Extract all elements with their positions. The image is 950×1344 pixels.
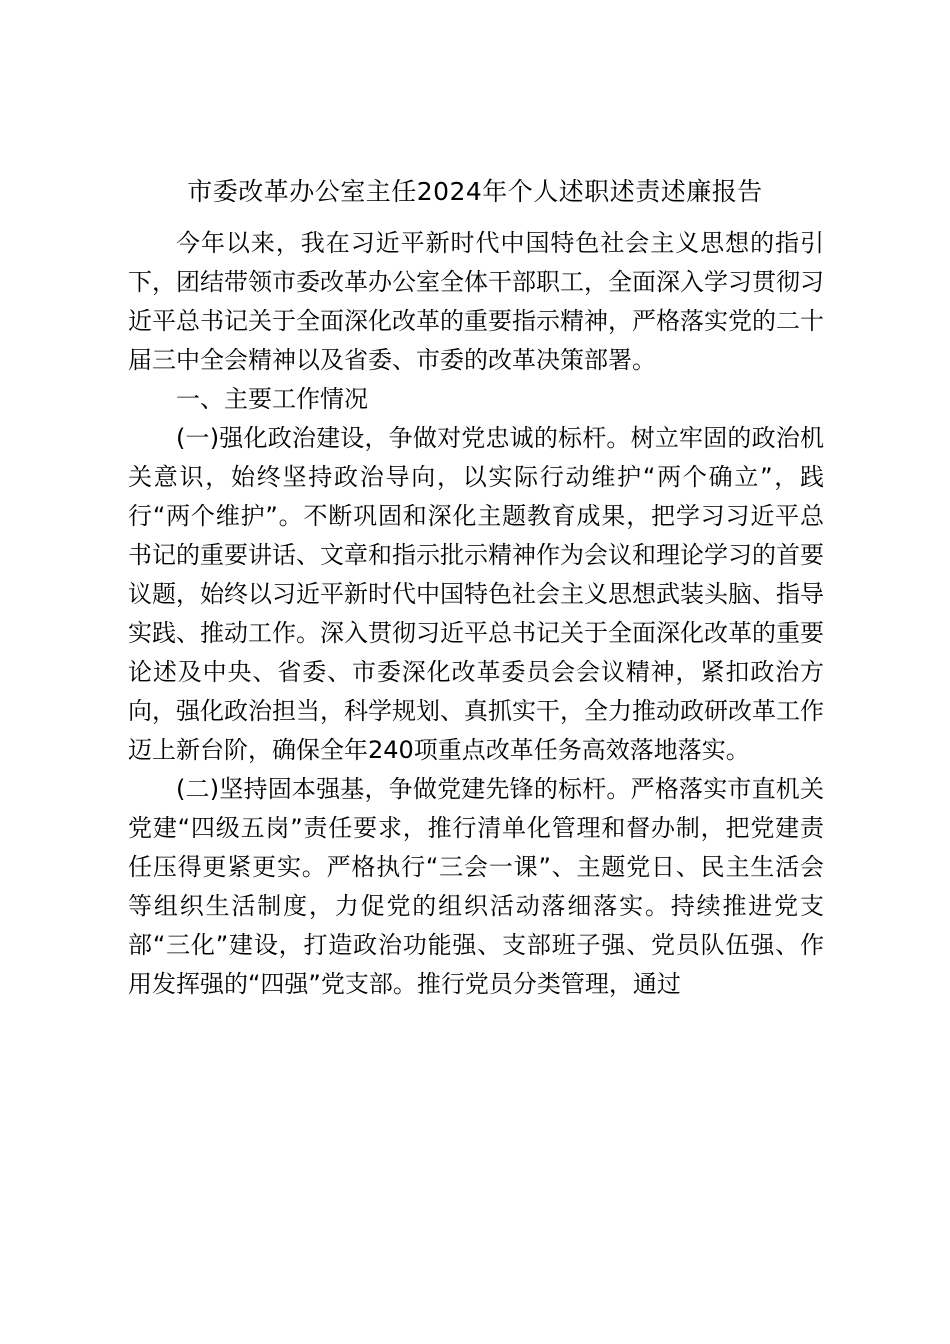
body-paragraph: (一)强化政治建设，争做对党忠诚的标杆。树立牢固的政治机关意识，始终坚持政治导向，以实际行动维护“两个确立”，践行“两个维护”。不断巩固和深化主题教育成果，把学习习近平总书记的重要讲话、文章和指示批示精神作为会议和理论学习的首要议题，始终以习近平新时代中国特色社会主义思想武装头脑、指导实践、推动工作。深入贯彻习近平总书记关于全面深化改革的重要论述及中央、省委、市委深化改革委员会会议精神，紧扣政治方向，强化政治担当，科学规划、真抓实干，全力推动政研改革工作迈上新台阶，确保全年240项重点改革任务高效落地落实。 [128, 424, 824, 764]
document-body [128, 224, 824, 1004]
section-heading: 一、主要工作情况 [176, 385, 368, 413]
document-title: 市委改革办公室主任2024年个人述职述责述廉报告 [187, 177, 763, 206]
intro-paragraph: 今年以来，我在习近平新时代中国特色社会主义思想的指引下，团结带领市委改革办公室全体干部职工，全面深入学习贯彻习近平总书记关于全面深化改革的重要指示精神，严格落实党的二十届三中全会精神以及省委、市委的改革决策部署。 [128, 229, 824, 374]
body-paragraph: (二)坚持固本强基，争做党建先锋的标杆。严格落实市直机关党建“四级五岗”责任要求，推行清单化管理和督办制，把党建责任压得更紧更实。严格执行“三会一课”、主题党日、民主生活会等组织生活制度，力促党的组织活动落细落实。持续推进党支部“三化”建设，打造政治功能强、支部班子强、党员队伍强、作用发挥强的“四强”党支部。推行党员分类管理，通过 [128, 775, 824, 998]
